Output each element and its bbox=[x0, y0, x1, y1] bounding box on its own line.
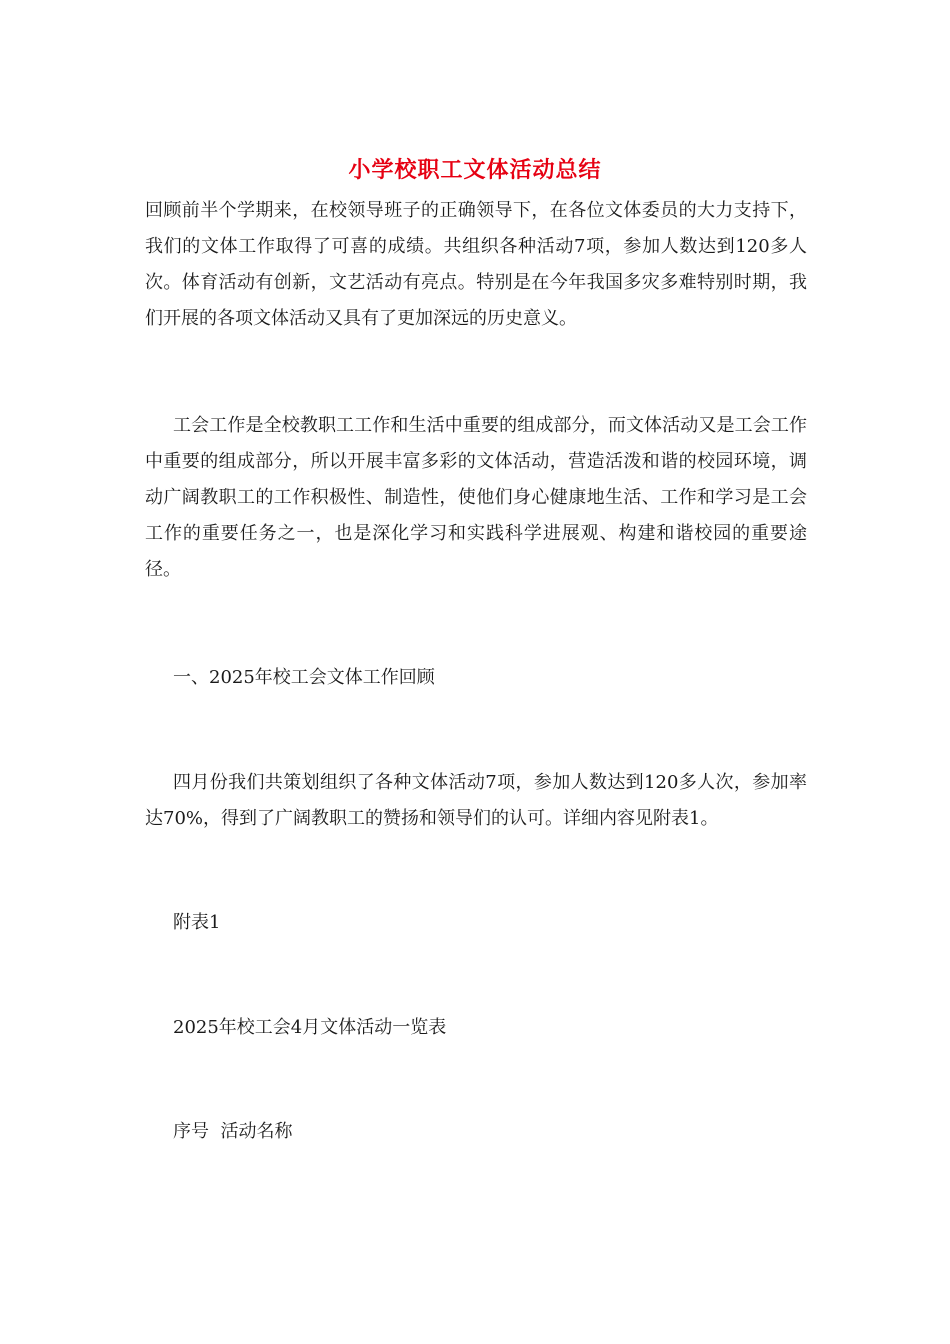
appendix-title: 2025年校工会4月文体活动一览表 bbox=[173, 1017, 447, 1038]
union-work-paragraph: 工会工作是全校教职工工作和生活中重要的组成部分，而文体活动又是工会工作中重要的组成部分，所以开展丰富多彩的文体活动，营造活泼和谐的校园环境，调动广阔教职工的工作积极性、制造性，使他们身心健康地生活、工作和学习是工会工作的重要任务之一，也是深化学习和实践科学进展观、构建和谐校园的重要途径。 bbox=[145, 415, 807, 580]
intro-paragraph: 回顾前半个学期来，在校领导班子的正确领导下，在各位文体委员的大力支持下，我们的文体工作取得了可喜的成绩。共组织各种活动7项，参加人数达到120多人次。体育活动有创新，文艺活动有亮点。特别是在今年我国多灾多难特别时期，我们开展的各项文体活动又具有了更加深远的历史意义。 bbox=[145, 200, 807, 329]
section-heading: 一、2025年校工会文体工作回顾 bbox=[173, 667, 435, 688]
april-summary-paragraph: 四月份我们共策划组织了各种文体活动7项，参加人数达到120多人次，参加率达70%，得到了广阔教职工的赞扬和领导们的认可。详细内容见附表1。 bbox=[145, 772, 807, 829]
document-title: 小学校职工文体活动总结 bbox=[348, 157, 602, 183]
appendix-label: 附表1 bbox=[173, 912, 221, 933]
table-header: 序号 活动名称 bbox=[173, 1121, 293, 1142]
